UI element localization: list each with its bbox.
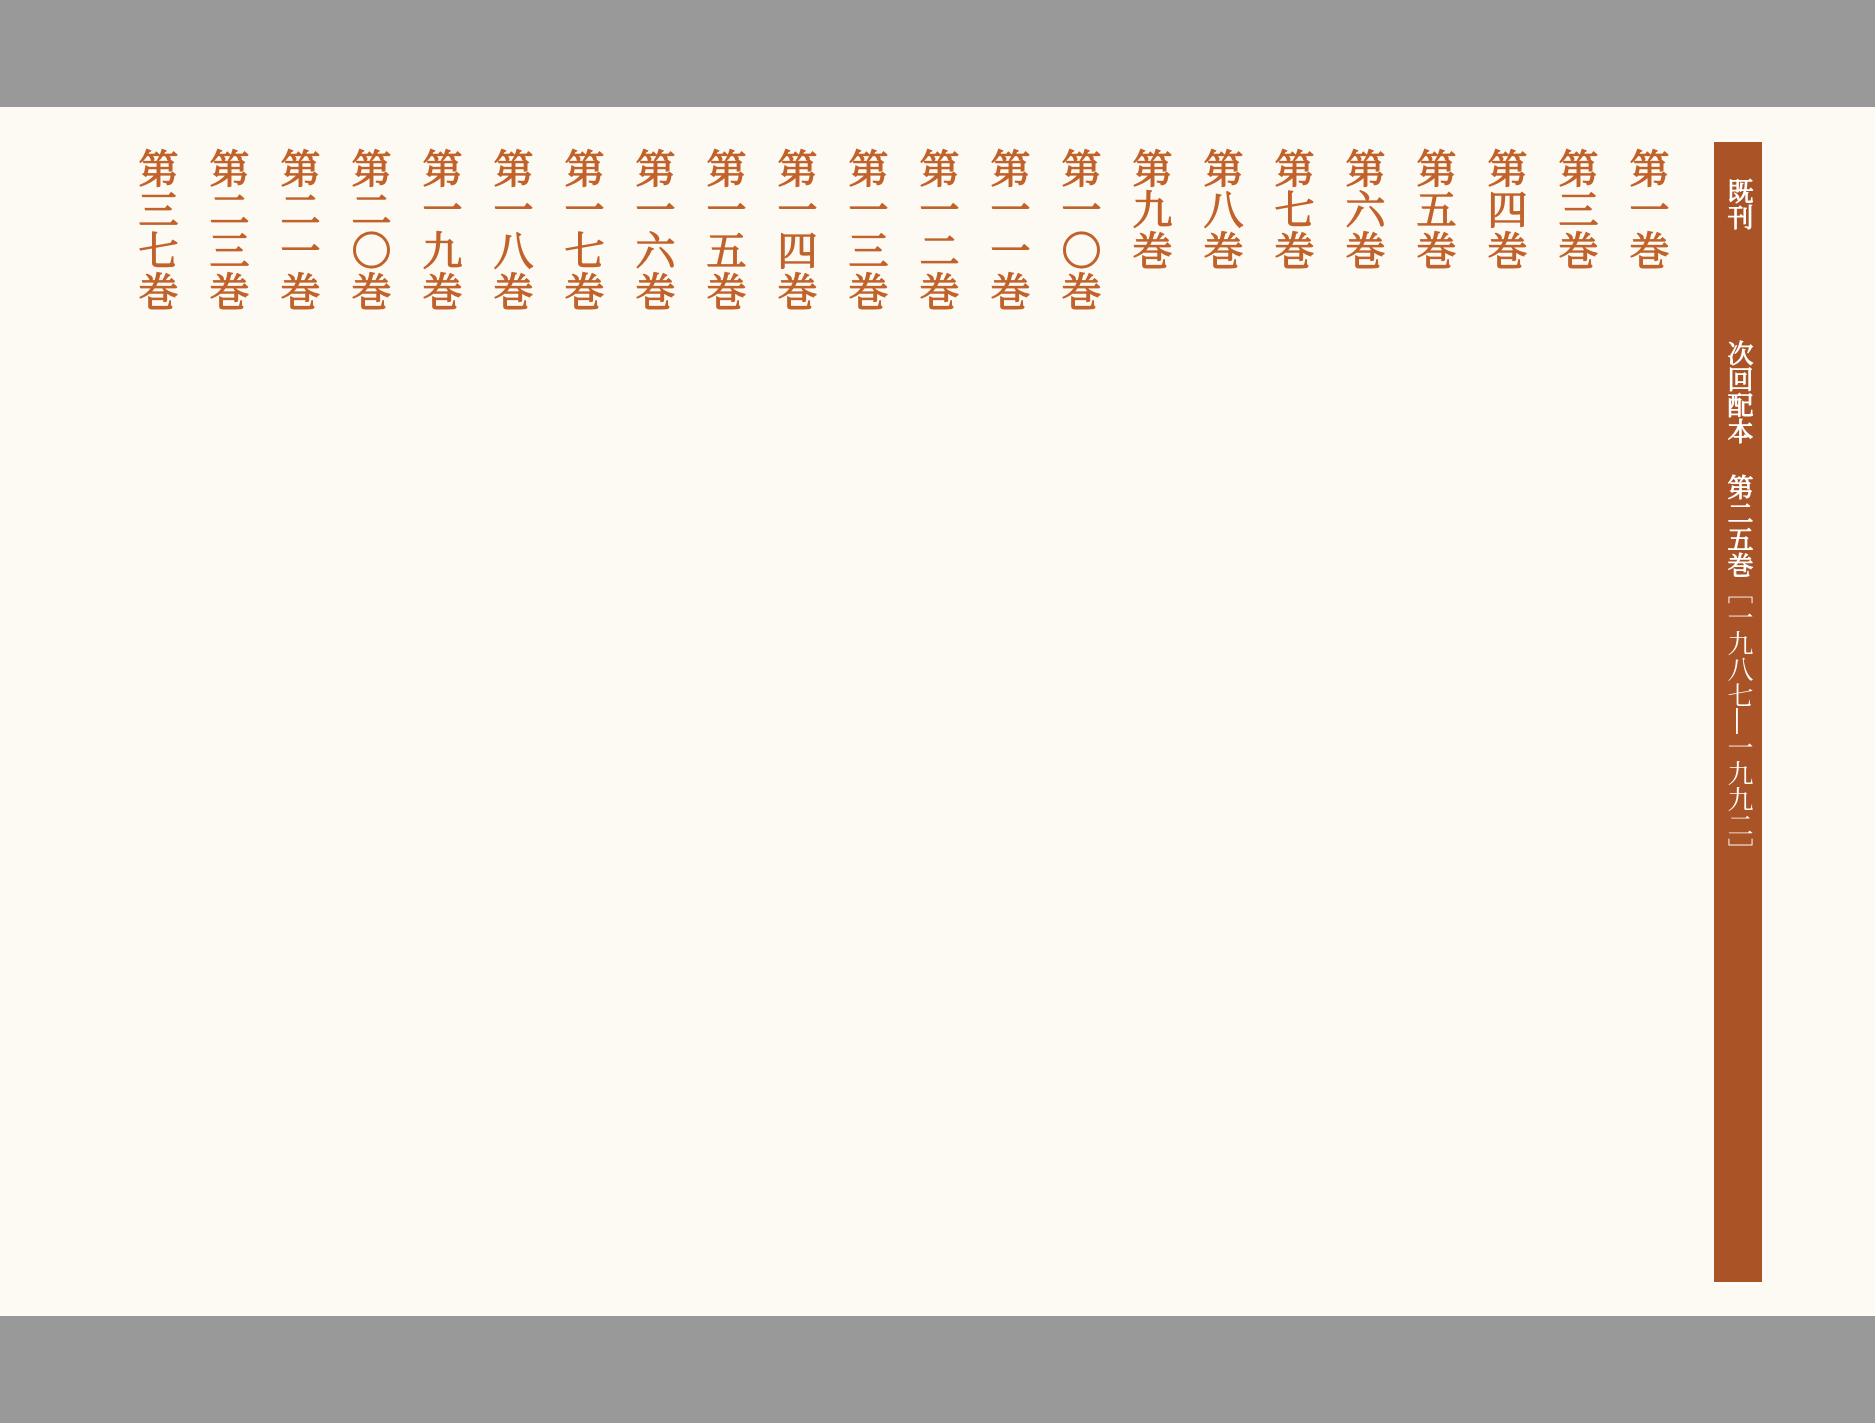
volume-number: 第一九巻 [416, 148, 463, 312]
volume-number: 第一七巻 [558, 148, 605, 312]
volume-column [1545, 148, 1605, 1278]
next-range: ［一九八七―一九九二］ [1723, 578, 1753, 864]
volume-number: 第二一巻 [274, 148, 321, 312]
volume-column [977, 148, 1037, 1278]
volume-number: 第三巻 [1552, 148, 1599, 271]
volume-column [1261, 148, 1321, 1278]
volume-column [906, 148, 966, 1278]
volume-number: 第二〇巻 [345, 148, 392, 312]
volume-number: 第七巻 [1268, 148, 1315, 271]
volume-column [835, 148, 895, 1278]
volume-number: 第八巻 [1197, 148, 1244, 271]
volume-number: 第一二巻 [913, 148, 960, 312]
volume-column [409, 148, 469, 1278]
volume-column [1048, 148, 1108, 1278]
volume-number: 第一三巻 [842, 148, 889, 312]
volume-number: 第一四巻 [771, 148, 818, 312]
volume-column [764, 148, 824, 1278]
volume-number: 第一〇巻 [1055, 148, 1102, 312]
volume-number: 第九巻 [1126, 148, 1173, 271]
next-label: 次回配本 [1723, 340, 1753, 444]
volume-column [551, 148, 611, 1278]
volume-column [622, 148, 682, 1278]
volume-column [1332, 148, 1392, 1278]
volume-column [338, 148, 398, 1278]
volume-number: 第五巻 [1410, 148, 1457, 271]
volume-column [267, 148, 327, 1278]
volume-column [125, 148, 185, 1278]
published-label: 既刊 [1723, 178, 1753, 230]
next-volume: 第二五巻 [1723, 474, 1753, 578]
volume-number: 第一五巻 [700, 148, 747, 312]
volume-column [1403, 148, 1463, 1278]
volume-column [693, 148, 753, 1278]
volume-column [1119, 148, 1179, 1278]
volume-number: 第二三巻 [203, 148, 250, 312]
volume-column-1-2 [1616, 148, 1676, 1278]
volume-number: 第一六巻 [629, 148, 676, 312]
volume-number: 第四巻 [1481, 148, 1528, 271]
sidebar-band [1714, 142, 1762, 1282]
volume-column [196, 148, 256, 1278]
volume-column [1190, 148, 1250, 1278]
volume-column [1474, 148, 1534, 1278]
volume-number: 第一巻 [1623, 148, 1670, 271]
volume-number: 第六巻 [1339, 148, 1386, 271]
volume-column [480, 148, 540, 1278]
volume-number: 第三七巻 [132, 148, 179, 312]
volume-number: 第一一巻 [984, 148, 1031, 312]
volume-number: 第一八巻 [487, 148, 534, 312]
